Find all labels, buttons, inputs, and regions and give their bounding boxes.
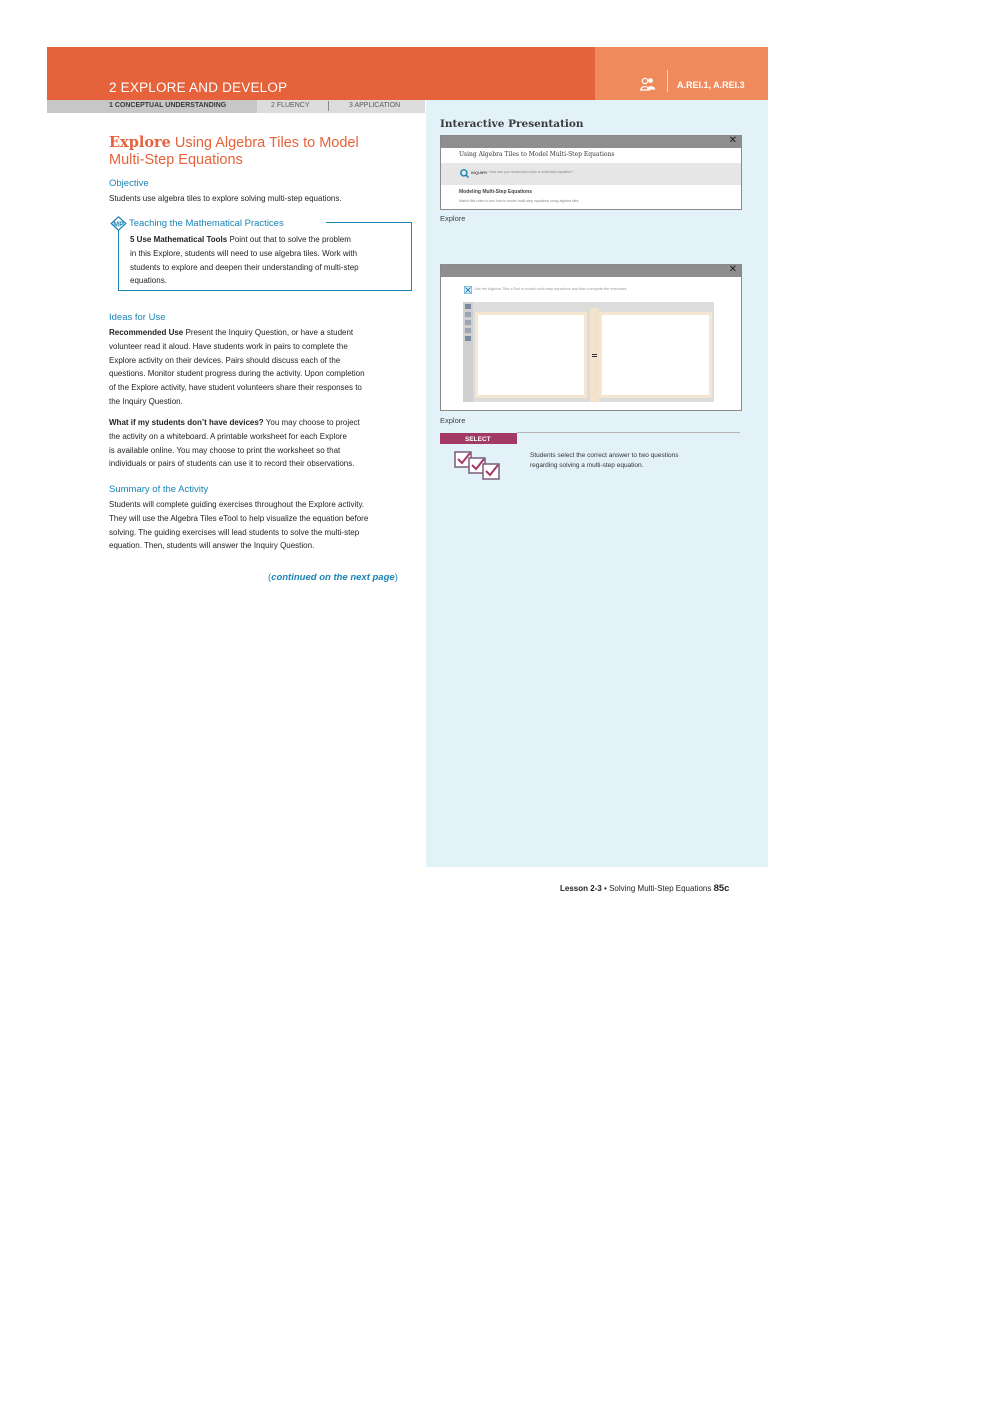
mat-left xyxy=(475,312,587,398)
section-title: 2 EXPLORE AND DEVELOP xyxy=(109,80,288,95)
header-divider xyxy=(667,70,668,92)
screen-title-bar xyxy=(441,136,741,148)
caption-1: Explore xyxy=(440,214,466,223)
summary-heading: Summary of the Activity xyxy=(109,484,209,495)
phase-application: 3 APPLICATION xyxy=(349,102,401,109)
close-icon: ✕ xyxy=(728,264,737,275)
screen-subtext: Watch this video to see how to model multi-step equations using algebra tiles. xyxy=(459,199,580,203)
people-icon xyxy=(640,77,656,91)
explore-title-line1: Using Algebra Tiles to Model xyxy=(174,135,359,151)
checkbox-list-icon xyxy=(454,449,502,481)
select-description: Students select the correct answer to two questions regarding solving a multi-step equation. xyxy=(530,452,679,469)
mat-right xyxy=(599,312,712,398)
mp-icon xyxy=(110,216,127,231)
standards-label: A.REI.1, A.REI.3 xyxy=(677,80,745,90)
tool-icon xyxy=(464,286,472,294)
page-number: 85c xyxy=(713,883,730,894)
tile-tool-icon xyxy=(465,304,471,309)
etool-toolbar xyxy=(463,302,473,402)
search-icon xyxy=(460,169,469,178)
inquiry-text: How can you model and solve a multi-step equation? xyxy=(489,170,574,174)
page-footer xyxy=(560,883,729,894)
math-practices-rule xyxy=(326,222,411,223)
explore-screen-2 xyxy=(440,264,742,411)
explore-keyword: Explore xyxy=(109,134,171,151)
screen-instruction: Use the Algebra Tiles eTool to model multi-step equations and then complete the exercises. xyxy=(474,287,628,291)
explore-heading xyxy=(109,134,359,169)
ideas-heading: Ideas for Use xyxy=(109,312,166,323)
math-practices-title: Teaching the Mathematical Practices xyxy=(129,218,284,229)
footer-lesson-title: Solving Multi-Step Equations xyxy=(609,884,712,893)
close-icon: ✕ xyxy=(728,135,737,146)
select-rule xyxy=(517,432,740,433)
ideas-paragraph-1: Recommended Use Present the Inquiry Question, or have a student volunteer read it aloud. Have students work in pairs to complete the Explore activity on their devices. Pairs should discuss each of the questions. Monitor student progress during the activity. Upon completion of the Explore activity, have student volunteers share their responses to the Inquiry Question. xyxy=(109,328,365,406)
ideas-paragraph-2: What if my students don’t have devices? You may choose to project the activity on a whiteboard. A printable worksheet for each Explore is available online. You may choose to print the worksheet so that individuals or pairs of students can use it to record their observations. xyxy=(109,418,360,469)
tile-tool-icon xyxy=(465,312,471,317)
objective-heading: Objective xyxy=(109,178,149,189)
screen-subheading: Modeling Multi-Step Equations xyxy=(459,189,533,195)
phase-separator xyxy=(328,101,329,111)
delete-icon xyxy=(465,328,471,333)
mp-lead: 5 Use Mathematical Tools xyxy=(130,235,228,244)
equals-strip xyxy=(590,308,599,402)
ideas-p1-lead: Recommended Use xyxy=(109,328,184,337)
screen-title-bar xyxy=(441,265,741,277)
objective-text: Students use algebra tiles to explore solving multi-step equations. xyxy=(109,194,342,203)
footer-bullet: • xyxy=(604,884,607,893)
explore-screen-1 xyxy=(440,135,742,210)
phase-conceptual: 1 CONCEPTUAL UNDERSTANDING xyxy=(109,102,227,109)
inquiry-row xyxy=(441,163,741,185)
math-practices-text: 5 Use Mathematical Tools Point out that to solve the problem in this Explore, students will need to use algebra tiles. Work with students to explore and deepen their understanding of multi-step equations. xyxy=(130,235,359,286)
caption-2: Explore xyxy=(440,416,466,425)
undo-icon xyxy=(465,320,471,325)
select-label: SELECT xyxy=(465,435,491,443)
mp-icon-label: MP xyxy=(113,221,124,229)
interactive-title: Interactive Presentation xyxy=(440,118,584,130)
etool-workspace xyxy=(463,302,714,402)
continued-text: continued on the next page xyxy=(271,572,395,583)
footer-lesson: Lesson 2-3 xyxy=(560,884,602,893)
explore-title-line2: Multi-Step Equations xyxy=(109,152,243,168)
continued-note: (continued on the next page) xyxy=(268,572,398,583)
phase-fluency: 2 FLUENCY xyxy=(271,102,310,109)
interactive-panel xyxy=(426,100,768,867)
screen-heading: Using Algebra Tiles to Model Multi-Step Equations xyxy=(459,151,615,158)
ideas-p2-lead: What if my students don’t have devices? xyxy=(109,418,264,427)
inquiry-tag: INQUIRY xyxy=(471,170,488,175)
summary-text: Students will complete guiding exercises throughout the Explore activity. They will use the Algebra Tiles eTool to help visualize the equation before solving. The guiding exercises will lead students to solve the multi-step equation. Then, students will answer the Inquiry Question. xyxy=(109,500,369,551)
grid-icon xyxy=(465,336,471,341)
standards-panel xyxy=(595,47,768,100)
